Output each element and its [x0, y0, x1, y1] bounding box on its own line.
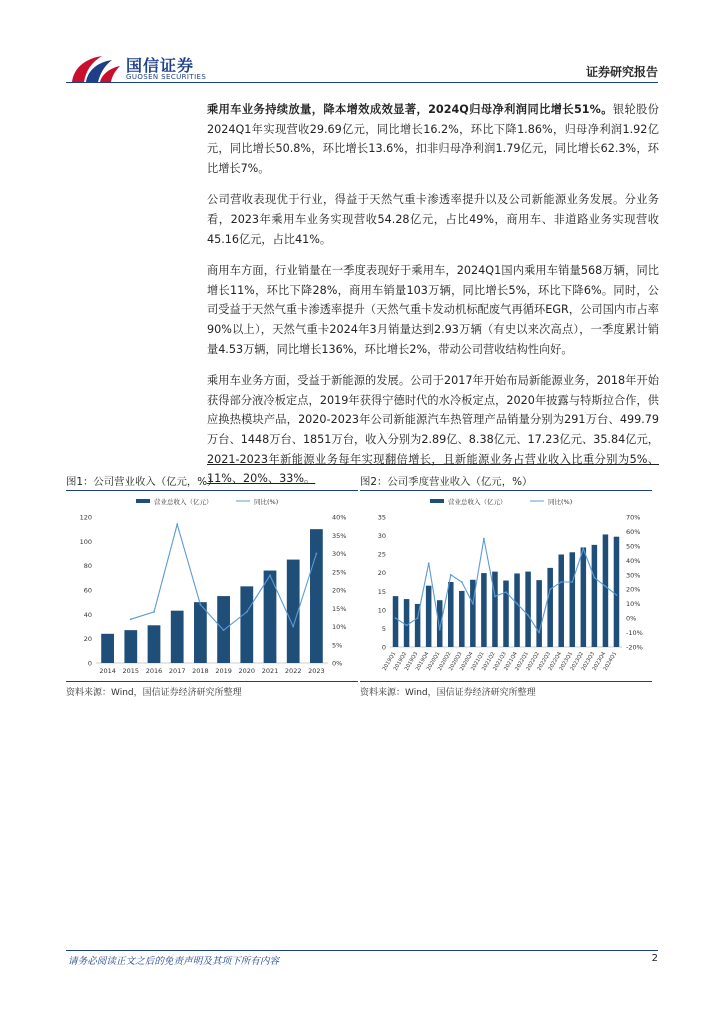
- x-tick-label: 2023Q4: [591, 651, 608, 672]
- legend-line-label: 同比(%): [254, 498, 279, 506]
- page-header: [0, 0, 724, 88]
- y-left-tick-label: 10: [377, 606, 386, 615]
- bar-2023Q2: [581, 547, 587, 647]
- y-left-tick-label: 100: [79, 537, 92, 546]
- bar-2024Q1: [614, 537, 620, 647]
- bar-2022Q4: [558, 555, 564, 647]
- x-tick-label: 2022Q4: [547, 651, 563, 672]
- figure-1-chart: [66, 491, 358, 681]
- bar-2020Q1: [437, 600, 443, 647]
- paragraph-3: 商用车方面，行业销量在一季度表现好于乘用车，2024Q1国内乘用车销量568万辆，同比增长11%，环比下降28%，商用车销量103万辆，同比增长5%，环比下降6%。同时，公司受益于天然气重卡渗透率提升（天然气重卡发动机标配废气再循环EGR，公司国内市占率90%以上），天然气重卡2024年3月销量达到2.93万辆（有史以来次高点），一季度累计销量4.53万辆，同比增长136%，环比增长2%，带动公司营收结构性向好。: [207, 264, 659, 356]
- bar-2021Q4: [514, 573, 520, 647]
- y-left-tick-label: 30: [377, 532, 386, 541]
- paragraph-2: 公司营收表现优于行业，得益于天然气重卡渗透率提升以及公司新能源业务发展。分业务看，2023年乘用车业务实现营收54.28亿元，占比49%，商用车、非道路业务实现营收45.16亿元，占比41%。: [207, 193, 659, 246]
- legend-line-label: 同比(%): [548, 498, 573, 506]
- quarterly-revenue-chart: [360, 491, 652, 681]
- x-tick-label: 2021Q3: [492, 651, 508, 672]
- y-right-tick-label: -10%: [626, 629, 643, 638]
- paragraph-1-lead: 乘用车业务持续放量，降本增效成效显著，2024Q归母净利润同比增长51%。: [207, 103, 613, 116]
- yoy-point-2022Q3: [549, 588, 551, 590]
- y-left-tick-label: 40: [83, 610, 92, 619]
- y-left-tick-label: 80: [83, 562, 92, 571]
- bar-2019Q2: [404, 599, 410, 647]
- yoy-point-2016: [153, 611, 155, 613]
- x-tick-label: 2022: [284, 667, 302, 675]
- yoy-point-2022Q2: [538, 632, 540, 634]
- report-type-label: 证券研究报告: [585, 65, 658, 79]
- bar-2015: [124, 630, 137, 663]
- yoy-point-2021Q2: [494, 596, 496, 598]
- x-tick-label: 2022Q1: [514, 651, 530, 672]
- y-right-tick-label: 60%: [626, 527, 641, 536]
- yoy-point-2022Q4: [560, 581, 562, 583]
- yoy-point-2019: [223, 629, 225, 631]
- y-right-tick-label: 10%: [626, 600, 641, 609]
- x-tick-label: 2023: [308, 667, 325, 675]
- x-tick-label: 2020Q4: [459, 651, 475, 672]
- y-right-tick-label: 0%: [626, 614, 637, 623]
- y-right-tick-label: 20%: [332, 586, 347, 595]
- yoy-point-2023Q1: [571, 581, 573, 583]
- bar-2023Q1: [570, 552, 576, 647]
- figure-2-bottom-rule: [360, 681, 652, 682]
- y-left-tick-label: 60: [83, 586, 92, 595]
- yoy-point-2023: [316, 553, 318, 555]
- x-tick-label: 2019Q1: [381, 651, 398, 672]
- y-left-tick-label: 35: [377, 513, 386, 522]
- y-right-tick-label: 15%: [332, 604, 347, 613]
- y-left-tick-label: 20: [83, 635, 92, 644]
- x-tick-label: 2019: [215, 667, 232, 675]
- bar-2017: [171, 611, 184, 663]
- x-tick-label: 2021: [261, 667, 279, 675]
- logo-text-cn: 国信证券: [126, 56, 195, 75]
- footer-disclaimer: 请务必阅读正文之后的免责声明及其项下所有内容: [68, 956, 280, 967]
- yoy-point-2020Q2: [450, 574, 452, 576]
- y-right-tick-label: 0%: [332, 659, 343, 668]
- legend-bar-swatch: [136, 499, 150, 503]
- x-tick-label: 2021Q2: [481, 651, 497, 672]
- yoy-point-2021: [269, 575, 271, 577]
- paragraph-1-body: 银轮股份2024Q1年实现营收29.69亿元，同比增长16.2%，环比下降1.86%，归母净利润1.92亿元，同比增长50.8%，环比增长13.6%，扣非归母净利润1.79亿元，同比增长62.3%，环比增长7%。: [207, 103, 659, 175]
- y-right-tick-label: 40%: [626, 556, 641, 565]
- y-left-tick-label: 20: [377, 569, 386, 578]
- yoy-point-2020: [246, 611, 248, 613]
- y-left-tick-label: 15: [377, 587, 386, 596]
- footer-divider: [66, 950, 658, 951]
- x-tick-label: 2021Q4: [503, 651, 519, 672]
- y-left-tick-label: 0: [87, 659, 92, 668]
- legend-bar-label: 营业总收入（亿元）: [154, 498, 213, 506]
- bar-2019Q4: [426, 586, 432, 647]
- x-tick-label: 2020: [238, 667, 256, 675]
- guosen-logo: [68, 52, 208, 86]
- yoy-point-2015: [130, 618, 132, 620]
- y-right-tick-label: 25%: [332, 568, 347, 577]
- bar-2019Q1: [393, 596, 399, 647]
- yoy-point-2024Q1: [616, 594, 618, 596]
- figure-2-source: 资料来源：Wind，国信证券经济研究所整理: [360, 688, 536, 698]
- x-tick-label: 2019Q4: [414, 651, 431, 672]
- paragraph-4-body: 乘用车业务方面，受益于新能源的发展。公司于2017年开始布局新能源业务，2018年开始获得部分液冷板定点，2019年获得宁德时代的水冷板定点，2020年披露与特斯拉合作，供应换热模块产品，2020-2023年公司新能源汽车热管理产品销量分别为291万台、499.79万台、1448万台、1851万台，收入分别为2.89亿、8.38亿元、17.23亿元、35.84亿元，: [207, 374, 659, 446]
- y-right-tick-label: 70%: [626, 513, 641, 522]
- yoy-point-2019Q3: [417, 617, 419, 619]
- logo-text-en: GUOSEN SECURITIES: [126, 73, 207, 81]
- yoy-point-2018: [200, 604, 202, 606]
- figure-2: [360, 474, 652, 700]
- bar-2016: [148, 625, 161, 663]
- yoy-point-2021Q1: [483, 538, 485, 540]
- x-tick-label: 2018: [192, 667, 209, 675]
- y-right-tick-label: 40%: [332, 513, 347, 522]
- guosen-logo-icon: [68, 52, 122, 86]
- yoy-point-2023Q4: [605, 585, 607, 587]
- y-left-tick-label: 120: [79, 513, 92, 522]
- x-tick-label: 2014: [99, 667, 116, 675]
- bar-2020Q2: [448, 582, 454, 647]
- header-divider: [66, 82, 658, 83]
- x-tick-label: 2019Q3: [403, 651, 420, 672]
- figure-1-title: 图1：公司营业收入（亿元，%）: [66, 476, 218, 488]
- bar-2021Q3: [503, 581, 509, 647]
- x-tick-label: 2022Q2: [525, 651, 541, 672]
- paragraph-4: [207, 371, 659, 489]
- y-right-tick-label: 30%: [332, 550, 347, 558]
- figure-1-bottom-rule: [66, 681, 358, 682]
- figure-1: [66, 474, 358, 700]
- bar-2020Q3: [459, 591, 465, 647]
- annual-revenue-chart: [66, 491, 358, 681]
- yoy-point-2020Q1: [439, 629, 441, 631]
- x-tick-label: 2023Q1: [558, 651, 575, 672]
- figure-2-chart: [360, 491, 652, 681]
- y-right-tick-label: 50%: [626, 542, 641, 551]
- x-tick-label: 2021Q1: [470, 651, 486, 672]
- bar-2022Q3: [547, 568, 553, 647]
- x-tick-label: 2020Q2: [437, 651, 453, 672]
- bar-2021Q1: [481, 573, 487, 647]
- yoy-point-2019Q4: [428, 562, 430, 564]
- x-tick-label: 2023Q2: [569, 651, 586, 672]
- bar-2018: [194, 602, 207, 663]
- legend-bar-label: 营业总收入（亿元）: [448, 498, 507, 506]
- yoy-point-2023Q3: [593, 577, 595, 579]
- bar-2023Q4: [603, 534, 609, 647]
- bar-2021Q2: [492, 572, 498, 647]
- yoy-point-2017: [176, 523, 178, 525]
- x-tick-label: 2024Q1: [602, 651, 619, 672]
- paragraph-1: [207, 100, 659, 178]
- body-text: [207, 100, 659, 501]
- yoy-point-2019Q2: [406, 624, 408, 626]
- figure-1-source: 资料来源：Wind，国信证券经济研究所整理: [66, 688, 242, 698]
- legend-bar-swatch: [430, 499, 444, 503]
- y-left-tick-label: 25: [377, 550, 386, 559]
- y-right-tick-label: 5%: [332, 641, 343, 650]
- y-right-tick-label: 20%: [626, 585, 641, 594]
- paragraph-4-underlined: 2021-2023年新能源业务每年实现翻倍增长，且新能源业务占营业收入比重分别为5%、11%、20%、33%。: [207, 452, 659, 486]
- y-left-tick-label: 0: [381, 643, 386, 652]
- bar-2014: [101, 634, 114, 663]
- yoy-point-2019Q1: [395, 617, 397, 619]
- bar-2023: [310, 529, 323, 663]
- bar-2022Q2: [536, 580, 542, 647]
- page-number: 2: [651, 953, 658, 964]
- x-tick-label: 2022Q3: [536, 651, 552, 672]
- yoy-point-2022Q1: [527, 614, 529, 616]
- bar-2020: [240, 586, 253, 663]
- x-tick-label: 2020Q3: [448, 651, 464, 672]
- y-right-tick-label: 30%: [626, 571, 641, 580]
- x-tick-label: 2019Q2: [392, 651, 409, 672]
- x-tick-label: 2017: [168, 667, 186, 675]
- yoy-point-2022: [292, 626, 294, 628]
- x-tick-label: 2020Q1: [425, 651, 442, 672]
- x-tick-label: 2016: [145, 667, 163, 675]
- figure-2-title: 图2：公司季度营业收入（亿元，%）: [360, 476, 533, 488]
- y-right-tick-label: 35%: [332, 531, 347, 540]
- x-tick-label: 2015: [122, 667, 140, 675]
- y-right-tick-label: -20%: [626, 643, 643, 652]
- y-left-tick-label: 5: [381, 624, 386, 633]
- bar-2022Q1: [525, 572, 531, 647]
- yoy-point-2021Q4: [516, 603, 518, 605]
- yoy-point-2021Q3: [505, 591, 507, 593]
- yoy-point-2023Q2: [582, 548, 584, 550]
- x-tick-label: 2023Q3: [580, 651, 597, 672]
- yoy-point-2020Q3: [461, 581, 463, 583]
- y-right-tick-label: 10%: [332, 623, 347, 631]
- yoy-point-2020Q4: [472, 603, 474, 605]
- bar-2023Q3: [592, 545, 598, 647]
